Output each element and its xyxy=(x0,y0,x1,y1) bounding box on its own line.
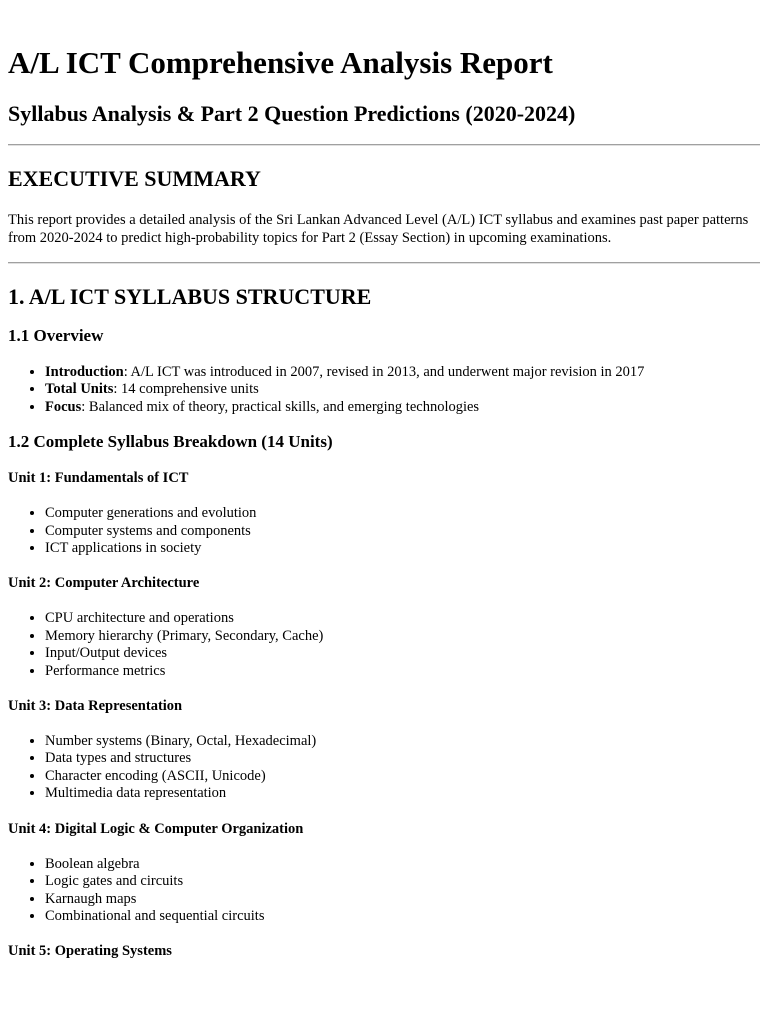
unit-4-title: Unit 4: Digital Logic & Computer Organization xyxy=(8,820,304,837)
executive-summary-text: This report provides a detailed analysis of the Sri Lankan Advanced Level (A/L) ICT syllabus and examines past paper patterns from 2020-2024 to predict high-probability topics for Part 2 (Essay Section) in upcoming examinations. xyxy=(8,212,749,246)
unit-3-list xyxy=(8,733,760,803)
unit-5-title: Unit 5: Operating Systems xyxy=(8,943,172,960)
list-item: • Number systems (Binary, Octal, Hexadecimal) xyxy=(45,733,760,750)
unit-2-list xyxy=(8,610,760,680)
list-item: • ICT applications in society xyxy=(45,540,760,557)
list-item: • Computer systems and components xyxy=(45,523,760,540)
document-subtitle: Syllabus Analysis & Part 2 Question Predictions (2020-2024) xyxy=(8,101,576,126)
list-item xyxy=(45,364,760,381)
unit-2-title: Unit 2: Computer Architecture xyxy=(8,575,200,592)
divider xyxy=(8,144,760,146)
list-item: • Boolean algebra xyxy=(45,856,760,873)
list-item: • Combinational and sequential circuits xyxy=(45,908,760,925)
list-item: • Performance metrics xyxy=(45,663,760,680)
item-text: : 14 comprehensive units xyxy=(113,381,259,398)
list-item: • Character encoding (ASCII, Unicode) xyxy=(45,768,760,785)
list-item xyxy=(45,399,760,416)
list-item: • Data types and structures xyxy=(45,750,760,767)
unit-1-list xyxy=(8,505,760,557)
list-item: • Input/Output devices xyxy=(45,645,760,662)
overview-list xyxy=(8,364,760,416)
overview-heading: 1.1 Overview xyxy=(8,326,104,345)
list-item: • Karnaugh maps xyxy=(45,891,760,908)
item-label: Introduction xyxy=(45,364,124,380)
executive-summary-heading: EXECUTIVE SUMMARY xyxy=(8,166,261,191)
item-text: : Balanced mix of theory, practical skills, and emerging technologies xyxy=(81,398,480,415)
list-item: • Logic gates and circuits xyxy=(45,873,760,890)
document-title: A/L ICT Comprehensive Analysis Report xyxy=(8,45,553,80)
section-1-heading: 1. A/L ICT SYLLABUS STRUCTURE xyxy=(8,284,372,309)
list-item: • CPU architecture and operations xyxy=(45,610,760,627)
unit-4-list xyxy=(8,856,760,926)
breakdown-heading: 1.2 Complete Syllabus Breakdown (14 Units) xyxy=(8,432,333,452)
list-item: • Computer generations and evolution xyxy=(45,505,760,522)
item-label: Focus xyxy=(45,398,82,415)
unit-1-title: Unit 1: Fundamentals of ICT xyxy=(8,470,189,487)
list-item: • Multimedia data representation xyxy=(45,785,760,802)
list-item: • Memory hierarchy (Primary, Secondary, Cache) xyxy=(45,628,760,645)
list-item xyxy=(45,381,760,398)
item-label: Total Units xyxy=(45,381,114,398)
item-text: : A/L ICT was introduced in 2007, revised in 2013, and underwent major revision in 2017 xyxy=(123,364,645,380)
unit-3-title: Unit 3: Data Representation xyxy=(8,698,183,715)
divider xyxy=(8,262,760,264)
